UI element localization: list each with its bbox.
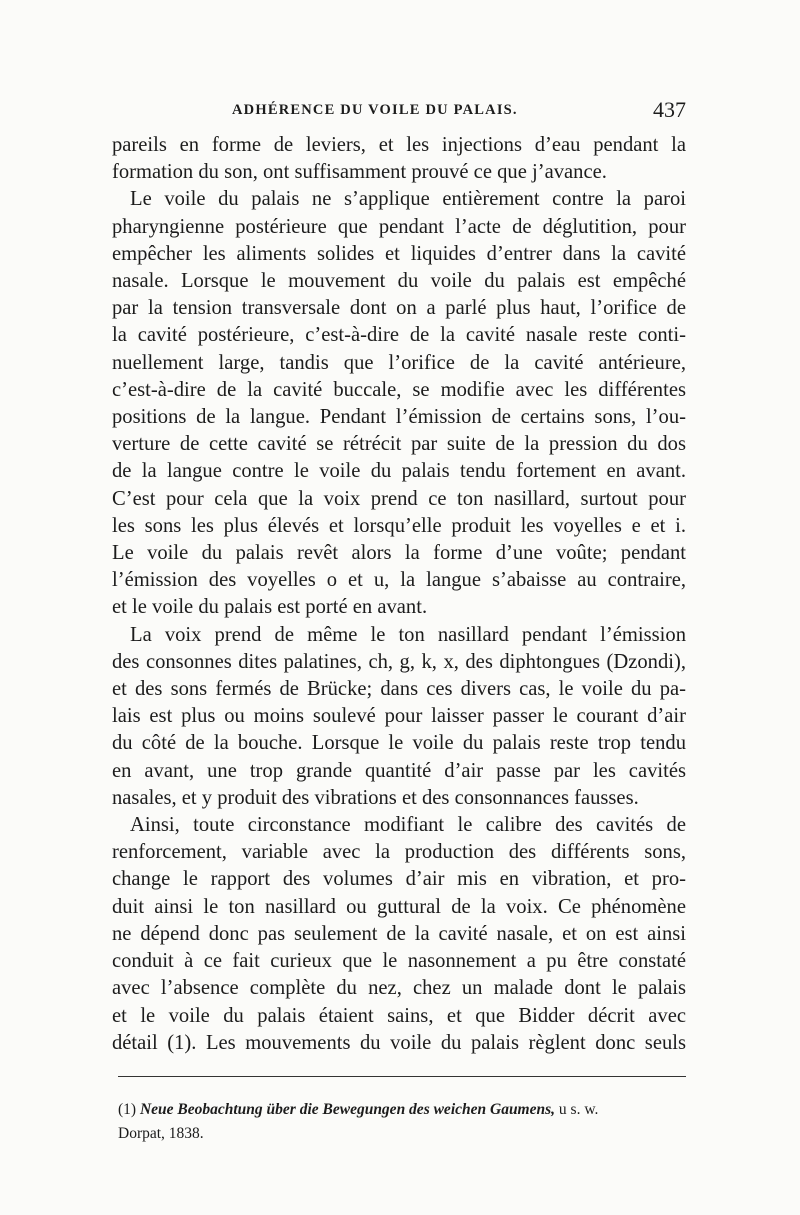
footnote-rest: u s. w.	[558, 1101, 599, 1118]
paragraph-2	[112, 186, 686, 621]
paragraph-4	[112, 812, 686, 1057]
text-line: détail (1). Les mouvements du voile du palais règlent donc seuls	[112, 1031, 686, 1054]
footnote-line-1	[118, 1098, 686, 1122]
text-line: ne dépend donc pas seulement de la cavité nasale, et on est ainsi	[112, 922, 686, 945]
footnote-line-2: Dorpat, 1838.	[118, 1125, 204, 1142]
body-text	[112, 132, 686, 1057]
text-line: change le rapport des volumes d’air mis en vibration, et pro-	[112, 868, 686, 891]
text-line: des consonnes dites palatines, ch, g, k, x, des diphtongues (Dzondi),	[112, 650, 686, 673]
text-line: les sons les plus élevés et lorsqu’elle produit les voyelles e et i.	[112, 514, 686, 537]
text-line: en avant, une trop grande quantité d’air passe par les cavités	[112, 759, 686, 782]
text-line: lais est plus ou moins soulevé pour laisser passer le courant d’air	[112, 705, 686, 728]
text-line: c’est-à-dire de la cavité buccale, se modifie avec les différentes	[112, 378, 686, 401]
page-number: 437	[653, 97, 686, 122]
text-line: verture de cette cavité se rétrécit par suite de la pression du dos	[112, 433, 686, 456]
text-line: de la langue contre le voile du palais tendu fortement en avant.	[112, 460, 686, 483]
text-line: pareils en forme de leviers, et les injections d’eau pendant la	[112, 134, 686, 156]
text-line: pharyngienne postérieure que pendant l’acte de déglutition, pour	[112, 215, 686, 238]
paragraph-1	[112, 132, 686, 186]
text-line: et des sons fermés de Brücke; dans ces divers cas, le voile du pa-	[112, 678, 686, 701]
running-head	[112, 98, 686, 128]
text-line: positions de la langue. Pendant l’émission de certains sons, l’ou-	[112, 406, 686, 429]
footnote	[118, 1098, 686, 1146]
text-line: par la tension transversale dont on a parlé plus haut, l’orifice de	[112, 297, 686, 320]
footnote-marker: (1)	[118, 1101, 137, 1118]
text-line: Le voile du palais revêt alors la forme d’une voûte; pendant	[112, 542, 686, 565]
text-line: et le voile du palais étaient sains, et que Bidder décrit avec	[112, 1004, 686, 1027]
text-line: La voix prend de même le ton nasillard pendant l’émission	[130, 623, 686, 646]
text-line: avec l’absence complète du nez, chez un malade dont le palais	[112, 977, 686, 1000]
text-line: nasales, et y produit des vibrations et des consonnances fausses.	[112, 786, 639, 809]
paragraph-3	[112, 622, 686, 812]
text-line: la cavité postérieure, c’est-à-dire de la cavité nasale reste conti-	[112, 324, 686, 347]
text-line: renforcement, variable avec la production des différents sons,	[112, 841, 686, 864]
text-line: conduit à ce fait curieux que le nasonnement a pu être constaté	[112, 950, 686, 973]
running-title: ADHÉRENCE DU VOILE DU PALAIS.	[232, 102, 518, 118]
text-line: Ainsi, toute circonstance modifiant le calibre des cavités de	[130, 814, 686, 837]
text-line: duit ainsi le ton nasillard ou guttural de la voix. Ce phénomène	[112, 895, 686, 918]
text-line: formation du son, ont suffisamment prouvé ce que j’avance.	[112, 161, 607, 184]
footnote-title: Neue Beobachtung über die Bewegungen des weichen Gaumens,	[139, 1101, 556, 1118]
text-line: l’émission des voyelles o et u, la langue s’abaisse au contraire,	[112, 569, 686, 592]
footnote-rule	[118, 1076, 686, 1077]
text-line: du côté de la bouche. Lorsque le voile du palais reste trop tendu	[112, 732, 686, 755]
text-line: empêcher les aliments solides et liquides d’entrer dans la cavité	[112, 242, 686, 265]
text-line: nasale. Lorsque le mouvement du voile du palais est empêché	[112, 270, 686, 293]
text-line: C’est pour cela que la voix prend ce ton nasillard, surtout pour	[112, 487, 686, 510]
text-line: et le voile du palais est porté en avant.	[112, 596, 428, 619]
text-line: Le voile du palais ne s’applique entièrement contre la paroi	[130, 188, 686, 211]
text-line: nuellement large, tandis que l’orifice de la cavité antérieure,	[112, 351, 686, 374]
